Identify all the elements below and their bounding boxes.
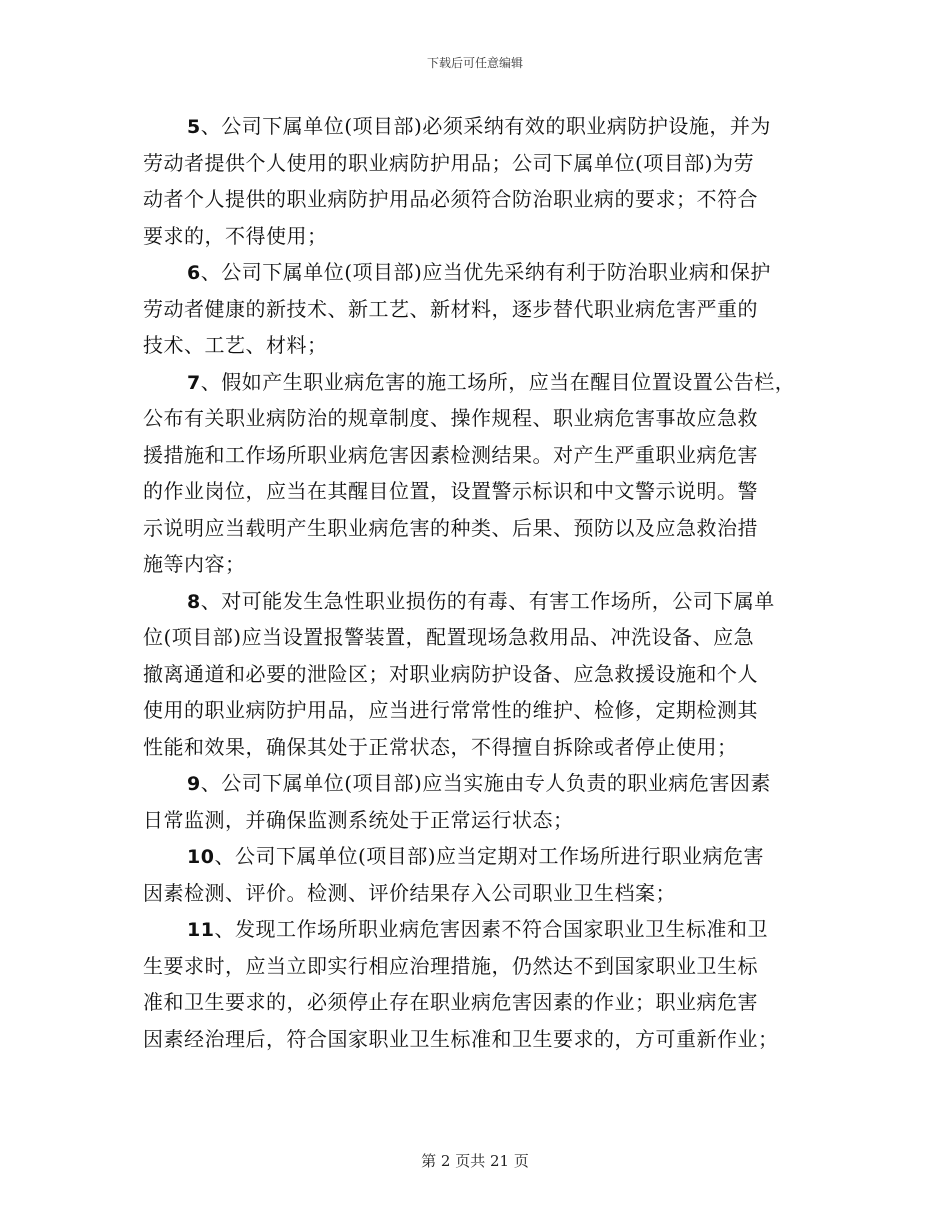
paragraph-line: 施等内容； [143, 552, 246, 576]
item-number: 8 [187, 590, 201, 613]
item-number: 5 [187, 116, 201, 138]
paragraph-item-10 [143, 838, 815, 911]
item-number: 11 [187, 919, 215, 941]
line-text: 、公司下属单位(项目部)应当定期对工作场所进行职业病危害 [214, 844, 765, 868]
item-number: 7 [187, 371, 201, 394]
line-text: 、公司下属单位(项目部)必须采纳有效的职业病防护设施，并为 [200, 114, 771, 138]
paragraph-line: 示说明应当载明产生职业病危害的种类、后果、预防以及应急救治措 [143, 515, 758, 540]
paragraph-line: 日常监测，并确保监测系统处于正常运行状态； [143, 807, 574, 832]
line-text: 、对可能发生急性职业损伤的有毒、有害工作场所，公司下属单 [200, 588, 775, 613]
line-text: 、公司下属单位(项目部)应当优先采纳有利于防治职业病和保护 [200, 260, 771, 284]
paragraph-line: 位(项目部)应当设置报警装置，配置现场急救用品、冲洗设备、应急 [143, 625, 755, 649]
paragraph-item-5 [143, 108, 815, 254]
line-text: 、假如产生职业病危害的施工场所，应当在醒目位置设置公告栏， [200, 369, 796, 394]
paragraph-line [143, 364, 815, 401]
paragraph-line [143, 108, 815, 145]
paragraph-line: 动者个人提供的职业病防护用品必须符合防治职业病的要求；不符合 [143, 187, 758, 211]
line-text: 、公司下属单位(项目部)应当实施由专人负责的职业病危害因素 [200, 771, 771, 795]
item-number: 6 [187, 262, 201, 284]
paragraph-line: 使用的职业病防护用品，应当进行常常性的维护、检修，定期检测其 [143, 698, 758, 722]
paragraph-line: 准和卫生要求的，必须停止存在职业病危害因素的作业；职业病危害 [143, 990, 758, 1014]
paragraph-line: 因素检测、评价。检测、评价结果存入公司职业卫生档案； [143, 880, 676, 905]
paragraph-line [143, 838, 815, 875]
paragraph-line [143, 583, 815, 620]
paragraph-item-6 [143, 254, 815, 364]
paragraph-line: 的作业岗位，应当在其醒目位置，设置警示标识和中文警示说明。警 [143, 479, 758, 503]
item-number: 10 [187, 846, 215, 868]
paragraph-line [143, 765, 815, 802]
paragraph-line: 公布有关职业病防治的规章制度、操作规程、职业病危害事故应急救 [143, 406, 758, 430]
paragraph-line [143, 254, 815, 291]
paragraph-line [143, 911, 815, 948]
page-number-footer: 第 2 页共 21 页 [421, 1152, 529, 1170]
paragraph-item-8 [143, 583, 815, 766]
document-body [143, 108, 815, 1057]
paragraph-line: 撤离通道和必要的泄险区；对职业病防护设备、应急救援设施和个人 [143, 661, 758, 686]
paragraph-line: 生要求时，应当立即实行相应治理措施，仍然达不到国家职业卫生标 [143, 953, 758, 978]
paragraph-item-7 [143, 364, 815, 583]
paragraph-line: 劳动者健康的新技术、新工艺、新材料，逐步替代职业病危害严重的 [143, 296, 758, 321]
paragraph-item-11 [143, 911, 815, 1057]
paragraph-line: 劳动者提供个人使用的职业病防护用品；公司下属单位(项目部)为劳 [143, 150, 755, 175]
paragraph-line: 援措施和工作场所职业病危害因素检测结果。对产生严重职业病危害 [143, 442, 758, 467]
paragraph-line: 要求的，不得使用； [143, 223, 328, 248]
page-header-note: 下载后可任意编辑 [426, 56, 523, 70]
paragraph-item-9 [143, 765, 815, 838]
paragraph-line: 技术、工艺、材料； [143, 333, 328, 357]
paragraph-line: 因素经治理后，符合国家职业卫生标准和卫生要求的，方可重新作业； [143, 1026, 779, 1051]
paragraph-line: 性能和效果，确保其处于正常状态，不得擅自拆除或者停止使用； [143, 734, 738, 759]
item-number: 9 [187, 773, 201, 795]
line-text: 、发现工作场所职业病危害因素不符合国家职业卫生标准和卫 [214, 917, 768, 941]
